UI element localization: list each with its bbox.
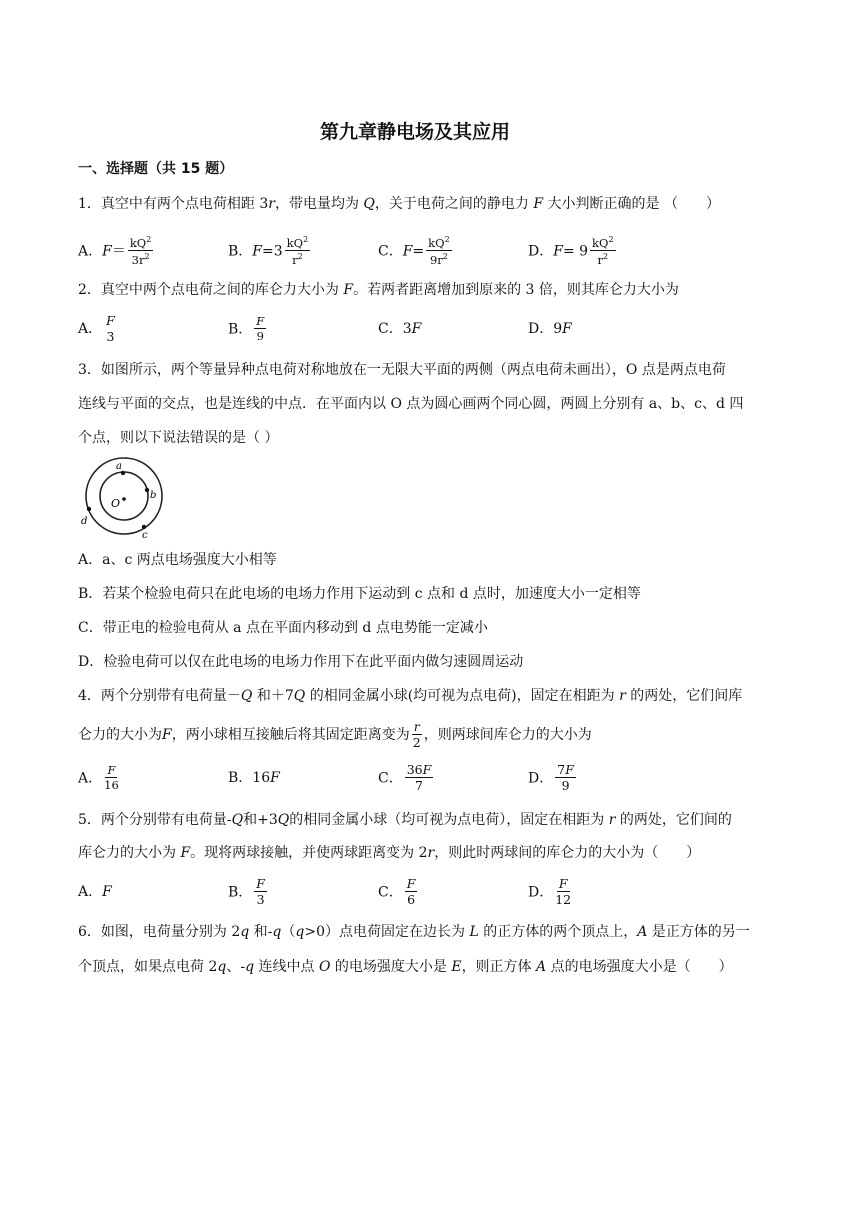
q5-option-b: B． $\frac{F}{3}$ [228, 875, 265, 907]
figure-label-c: c [142, 530, 148, 540]
question-5-options [78, 874, 573, 910]
question-4-line-1: 4．两个分别带有电荷量－Q 和＋7Q 的相同金属小球(均可视为点电荷)，固定在相距为 r 的两处，它们间库 [78, 688, 743, 704]
question-1-stem: 1．真空中有两个点电荷相距 3r，带电量均为 Q，关于电荷之间的静电力 F 大小判断正确的是 （ ） [78, 196, 720, 212]
q5-option-c: C． $\frac{F}{6}$ [378, 875, 416, 907]
q2-option-d: D．9F [528, 321, 572, 337]
q2-option-a: A． F 3 [78, 313, 115, 344]
question-3-option-d: D．检验电荷可以仅在此电场的电场力作用下在此平面内做匀速圆周运动 [78, 654, 524, 670]
figure-label-o: O [111, 497, 121, 510]
figure-label-b: b [150, 490, 157, 501]
q5-option-a: A．F [78, 884, 112, 900]
q4-option-d: D． $\frac{7F}{9}$ [528, 761, 574, 793]
q4-option-a: A． $\frac{F}{16}$ [78, 762, 119, 792]
question-5-line-1: 5．两个分别带有电荷量-Q和+3Q的相同金属小球（均可视为点电荷），固定在相距为 r 的两处，它们间的 [78, 812, 732, 828]
question-3-line-2: 连线与平面的交点，也是连线的中点．在平面内以 O 点为圆心画两个同心圆，两圆上分别有 a、b、c、d 四 [78, 396, 744, 412]
q2-option-c: C．3F [378, 321, 422, 337]
question-3-option-b: B．若某个检验电荷只在此电场的电场力作用下运动到 c 点和 d 点时，加速度大小一定相等 [78, 586, 641, 602]
q4-option-b: B．16F [228, 770, 280, 786]
question-4-line-2: 仑力的大小为 F ，两小球相互接触后将其固定距离变为 $\frac{r}{2}$ ，则两球间库仑力的大小为 [78, 718, 592, 750]
section-heading: 一、选择题（共 15 题） [78, 161, 234, 177]
concentric-circles-figure [78, 452, 168, 540]
question-6-line-1: 6．如图，电荷量分别为 2q 和-q（q>0）点电荷固定在边长为 L 的正方体的两个顶点上，A 是正方体的另一 [78, 924, 750, 940]
q1-option-a: A．F＝ $\frac{kQ^2}{3r^2}$ [78, 234, 152, 267]
question-2-stem: 2．真空中两个点电荷之间的库仑力大小为 F。若两者距离增加到原来的 3 倍，则其库仑力大小为 [78, 282, 679, 298]
question-3-line-3: 个点，则以下说法错误的是（ ） [78, 430, 279, 446]
question-3-option-c: C．带正电的检验电荷从 a 点在平面内移动到 d 点电势能一定减小 [78, 620, 488, 636]
q4-option-c: C． $\frac{36F}{7}$ [378, 761, 432, 793]
q1-option-c: C．F= $\frac{kQ^2}{9r^2}$ [378, 234, 450, 267]
q5-option-d: D． $\frac{F}{12}$ [528, 875, 572, 907]
question-1-options [78, 232, 618, 270]
q1-option-b: B．F=3 $\frac{kQ^2}{r^2}$ [228, 234, 309, 267]
figure-label-a: a [116, 461, 122, 472]
question-6-line-2: 个顶点，如果点电荷 2q、-q 连线中点 O 的电场强度大小是 E，则正方体 A 点的电场强度大小是（ ） [78, 959, 733, 975]
question-3-line-1: 3．如图所示，两个等量异种点电荷对称地放在一无限大平面的两侧（两点电荷未画出），O 点是两点电荷 [78, 362, 726, 378]
page-title: 第九章静电场及其应用 [320, 121, 511, 143]
figure-label-d: d [81, 516, 88, 527]
question-3-option-a: A．a、c 两点电场强度大小相等 [78, 552, 277, 568]
question-5-line-2: 库仑力的大小为 F。现将两球接触，并使两球距离变为 2r，则此时两球间的库仑力的大小为（ ） [78, 845, 701, 861]
q2-option-b: B． $\frac{F}{9}$ [228, 313, 265, 343]
q1-option-d: D．F= 9 $\frac{kQ^2}{r^2}$ [528, 234, 614, 267]
question-2-options [78, 311, 572, 347]
question-4-options [78, 760, 578, 796]
